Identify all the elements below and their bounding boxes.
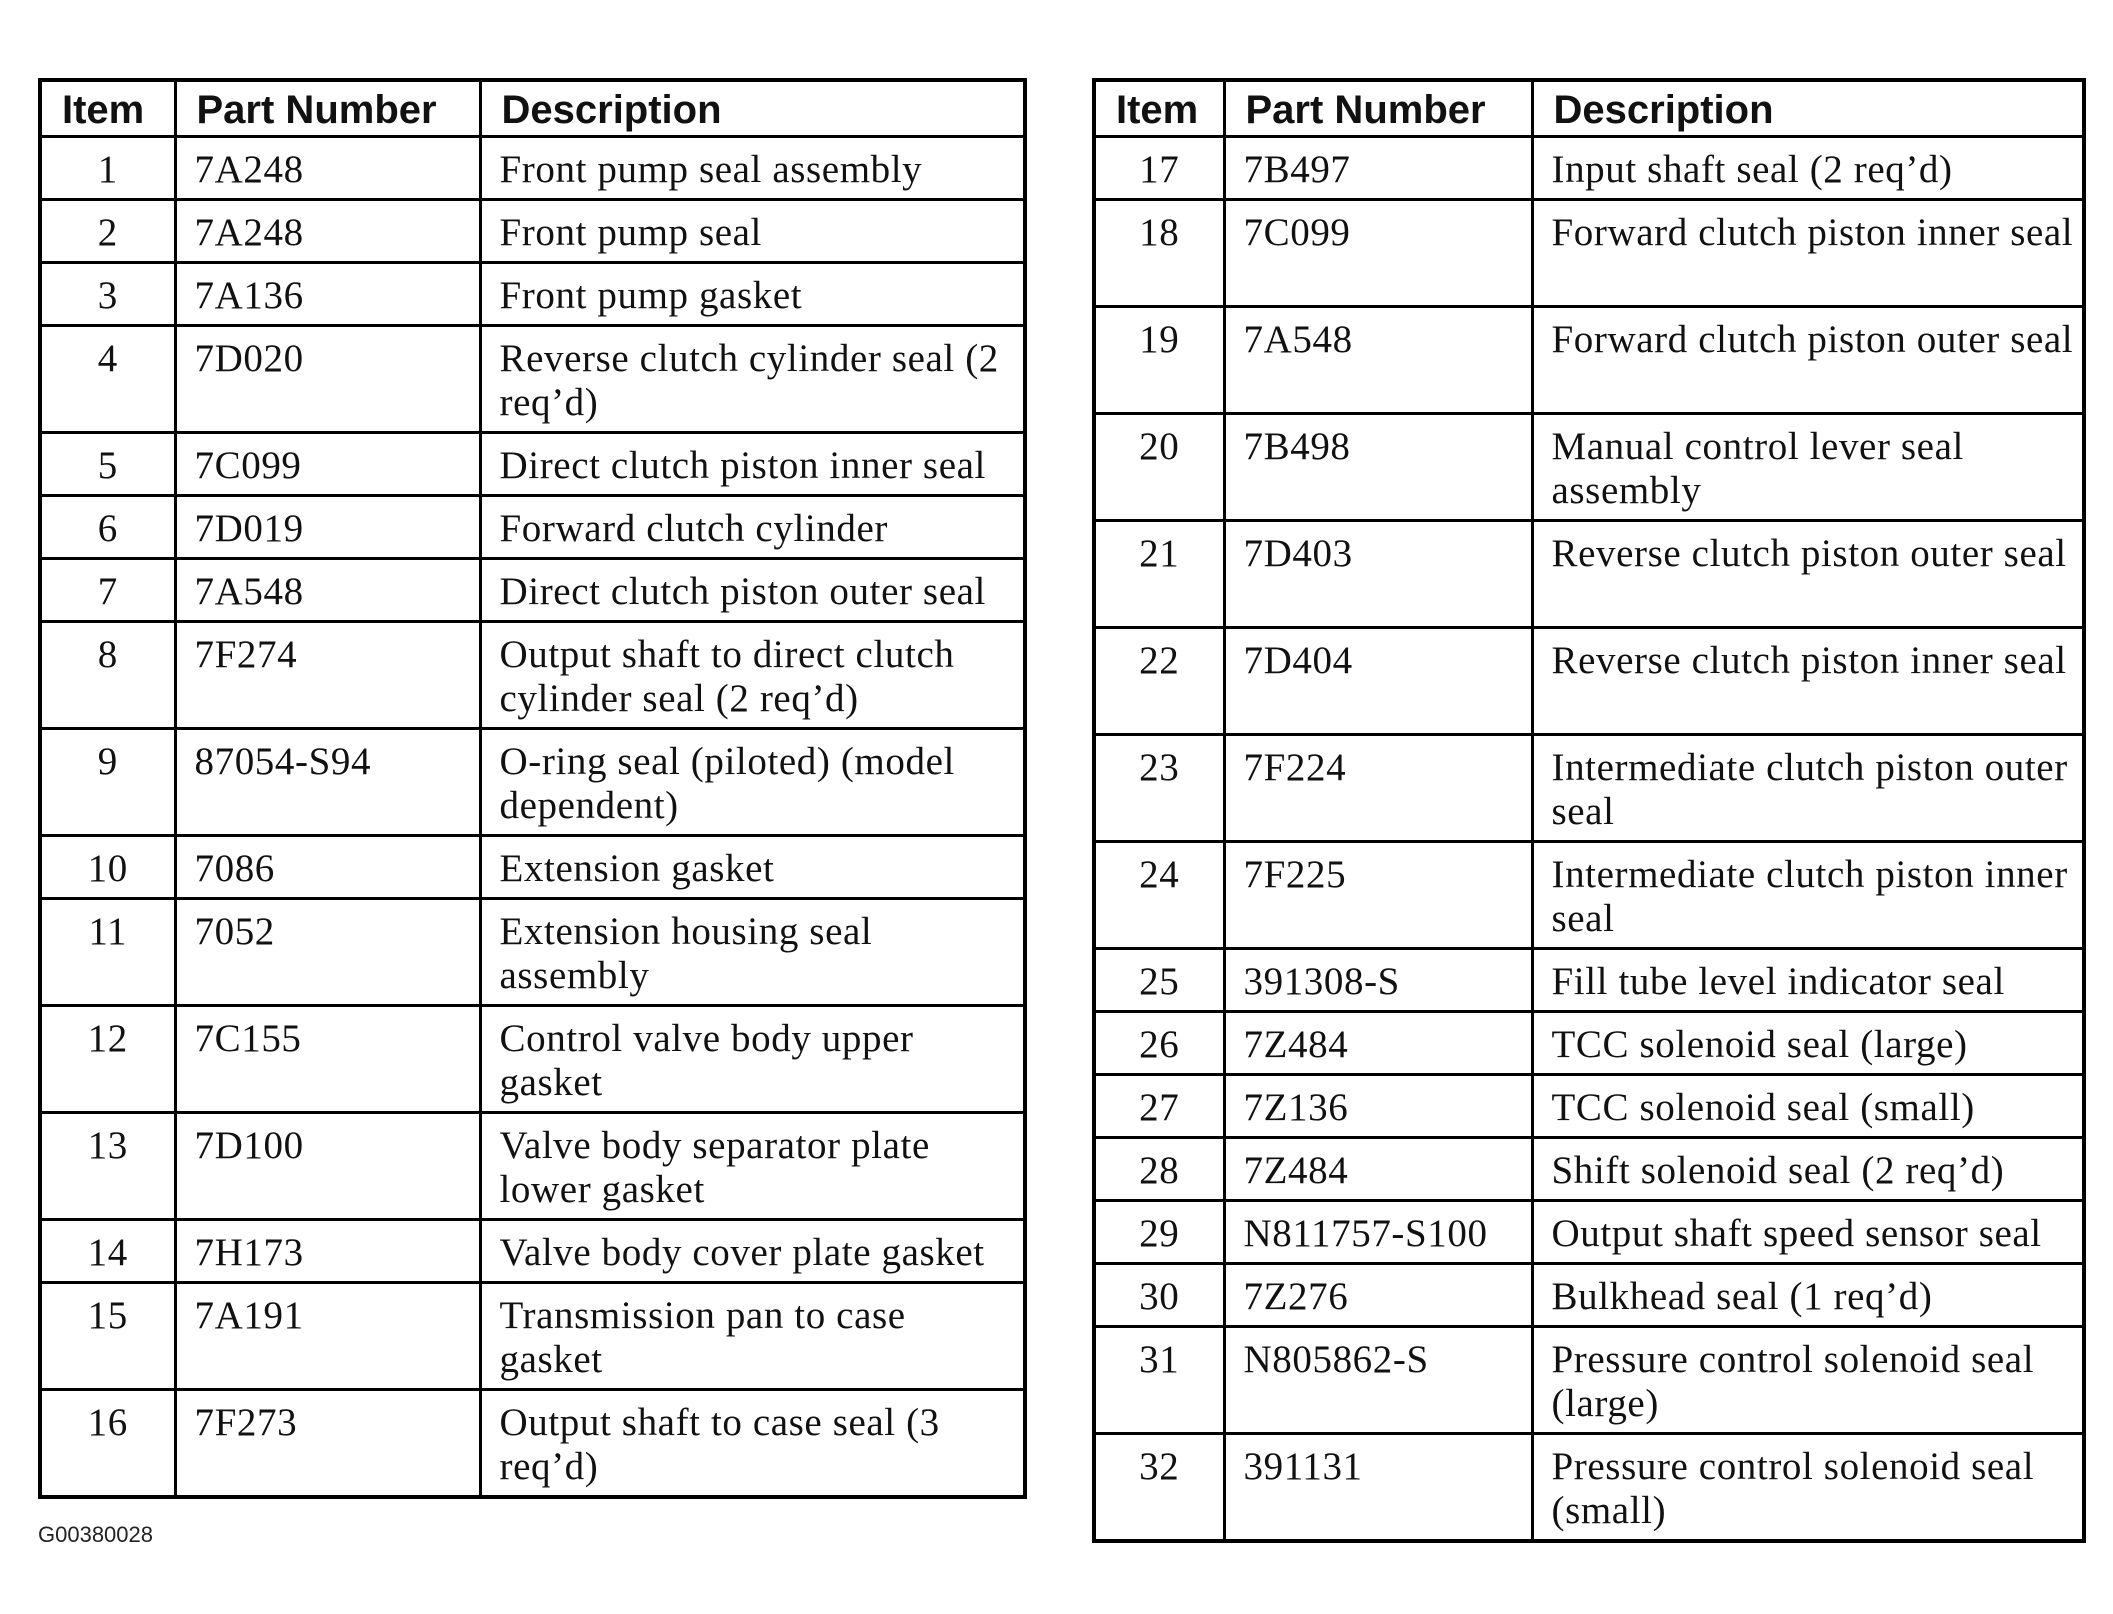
description-cell: Manual control lever seal assembly xyxy=(1532,414,2084,521)
table-row xyxy=(1094,307,2084,414)
part-number-cell: 7C099 xyxy=(1224,200,1532,307)
item-cell: 4 xyxy=(40,326,175,433)
table-row xyxy=(1094,1138,2084,1201)
item-cell: 18 xyxy=(1094,200,1224,307)
part-number-cell: 7D020 xyxy=(175,326,480,433)
item-cell: 17 xyxy=(1094,137,1224,200)
description-cell: Forward clutch piston inner seal xyxy=(1532,200,2084,307)
part-number-cell: 7Z484 xyxy=(1224,1138,1532,1201)
item-cell: 23 xyxy=(1094,735,1224,842)
item-cell: 30 xyxy=(1094,1264,1224,1327)
description-cell: Valve body cover plate gasket xyxy=(480,1220,1025,1283)
item-column-header: Item xyxy=(1094,80,1224,137)
description-cell: Output shaft to case seal (3 req’d) xyxy=(480,1390,1025,1498)
description-cell: Pressure control solenoid seal (large) xyxy=(1532,1327,2084,1434)
item-cell: 24 xyxy=(1094,842,1224,949)
description-cell: Fill tube level indicator seal xyxy=(1532,949,2084,1012)
table-row xyxy=(1094,1201,2084,1264)
part-number-cell: 7F225 xyxy=(1224,842,1532,949)
item-cell: 13 xyxy=(40,1113,175,1220)
part-number-cell: 7Z136 xyxy=(1224,1075,1532,1138)
part-number-cell: N811757-S100 xyxy=(1224,1201,1532,1264)
part-number-column-header: Part Number xyxy=(175,80,480,137)
item-cell: 25 xyxy=(1094,949,1224,1012)
part-number-cell: 7B497 xyxy=(1224,137,1532,200)
description-cell: Reverse clutch piston outer seal xyxy=(1532,521,2084,628)
part-number-cell: 7F224 xyxy=(1224,735,1532,842)
table-row xyxy=(40,326,1025,433)
description-cell: Transmission pan to case gasket xyxy=(480,1283,1025,1390)
table-row xyxy=(1094,200,2084,307)
table-row xyxy=(40,263,1025,326)
description-cell: Direct clutch piston inner seal xyxy=(480,433,1025,496)
item-cell: 19 xyxy=(1094,307,1224,414)
description-cell: Direct clutch piston outer seal xyxy=(480,559,1025,622)
description-cell: Front pump seal assembly xyxy=(480,137,1025,200)
table-row xyxy=(1094,1264,2084,1327)
part-number-cell: 7Z484 xyxy=(1224,1012,1532,1075)
description-cell: Reverse clutch piston inner seal xyxy=(1532,628,2084,735)
description-cell: Extension housing seal assembly xyxy=(480,899,1025,1006)
item-cell: 9 xyxy=(40,729,175,836)
item-cell: 31 xyxy=(1094,1327,1224,1434)
part-number-cell: 7052 xyxy=(175,899,480,1006)
description-column-header: Description xyxy=(480,80,1025,137)
description-cell: Pressure control solenoid seal (small) xyxy=(1532,1434,2084,1542)
description-cell: Control valve body upper gasket xyxy=(480,1006,1025,1113)
description-cell: Output shaft speed sensor seal xyxy=(1532,1201,2084,1264)
part-number-cell: 7086 xyxy=(175,836,480,899)
figure-id: G00380028 xyxy=(38,1522,153,1547)
table-row xyxy=(40,899,1025,1006)
part-number-cell: 7A248 xyxy=(175,137,480,200)
description-cell: Forward clutch cylinder xyxy=(480,496,1025,559)
part-number-cell: N805862-S xyxy=(1224,1327,1532,1434)
item-cell: 2 xyxy=(40,200,175,263)
part-number-cell: 7H173 xyxy=(175,1220,480,1283)
item-cell: 20 xyxy=(1094,414,1224,521)
item-cell: 26 xyxy=(1094,1012,1224,1075)
table-row xyxy=(1094,949,2084,1012)
description-cell: Bulkhead seal (1 req’d) xyxy=(1532,1264,2084,1327)
description-cell: Reverse clutch cylinder seal (2 req’d) xyxy=(480,326,1025,433)
item-cell: 14 xyxy=(40,1220,175,1283)
item-cell: 27 xyxy=(1094,1075,1224,1138)
table-row xyxy=(40,1390,1025,1498)
table-row xyxy=(40,729,1025,836)
item-cell: 28 xyxy=(1094,1138,1224,1201)
table-row xyxy=(40,622,1025,729)
item-cell: 6 xyxy=(40,496,175,559)
table-row xyxy=(40,1283,1025,1390)
item-cell: 32 xyxy=(1094,1434,1224,1542)
description-cell: Valve body separator plate lower gasket xyxy=(480,1113,1025,1220)
item-cell: 5 xyxy=(40,433,175,496)
table-row xyxy=(40,836,1025,899)
table-row xyxy=(1094,842,2084,949)
description-cell: Extension gasket xyxy=(480,836,1025,899)
description-cell: O-ring seal (piloted) (model dependent) xyxy=(480,729,1025,836)
table-row xyxy=(40,433,1025,496)
table-row xyxy=(1094,137,2084,200)
description-cell: Input shaft seal (2 req’d) xyxy=(1532,137,2084,200)
table-row xyxy=(1094,735,2084,842)
part-number-cell: 7D100 xyxy=(175,1113,480,1220)
part-number-cell: 7A548 xyxy=(175,559,480,622)
part-number-cell: 7D403 xyxy=(1224,521,1532,628)
item-cell: 21 xyxy=(1094,521,1224,628)
part-number-cell: 391131 xyxy=(1224,1434,1532,1542)
parts-table-right-body xyxy=(1094,137,2084,1542)
description-cell: TCC solenoid seal (large) xyxy=(1532,1012,2084,1075)
item-cell: 1 xyxy=(40,137,175,200)
table-row xyxy=(1094,1012,2084,1075)
part-number-cell: 7F273 xyxy=(175,1390,480,1498)
table-header-row xyxy=(40,80,1025,137)
table-row xyxy=(40,1220,1025,1283)
item-cell: 3 xyxy=(40,263,175,326)
item-cell: 29 xyxy=(1094,1201,1224,1264)
description-cell: Front pump seal xyxy=(480,200,1025,263)
parts-table-left-body xyxy=(40,137,1025,1498)
parts-table-left xyxy=(38,78,1027,1499)
description-cell: Shift solenoid seal (2 req’d) xyxy=(1532,1138,2084,1201)
table-row xyxy=(1094,1434,2084,1542)
part-number-cell: 7D019 xyxy=(175,496,480,559)
parts-table-right xyxy=(1092,78,2086,1543)
table-row xyxy=(1094,521,2084,628)
table-row xyxy=(40,137,1025,200)
table-row xyxy=(40,496,1025,559)
part-number-cell: 87054-S94 xyxy=(175,729,480,836)
part-number-cell: 7B498 xyxy=(1224,414,1532,521)
description-cell: Output shaft to direct clutch cylinder seal (2 req’d) xyxy=(480,622,1025,729)
part-number-column-header: Part Number xyxy=(1224,80,1532,137)
description-cell: Intermediate clutch piston outer seal xyxy=(1532,735,2084,842)
table-header-row xyxy=(1094,80,2084,137)
part-number-cell: 391308-S xyxy=(1224,949,1532,1012)
item-column-header: Item xyxy=(40,80,175,137)
description-cell: TCC solenoid seal (small) xyxy=(1532,1075,2084,1138)
part-number-cell: 7Z276 xyxy=(1224,1264,1532,1327)
part-number-cell: 7A136 xyxy=(175,263,480,326)
table-row xyxy=(1094,1327,2084,1434)
item-cell: 12 xyxy=(40,1006,175,1113)
table-row xyxy=(1094,1075,2084,1138)
table-row xyxy=(40,200,1025,263)
table-row xyxy=(1094,628,2084,735)
part-number-cell: 7A191 xyxy=(175,1283,480,1390)
table-row xyxy=(40,1006,1025,1113)
item-cell: 16 xyxy=(40,1390,175,1498)
part-number-cell: 7A548 xyxy=(1224,307,1532,414)
table-row xyxy=(40,1113,1025,1220)
part-number-cell: 7C155 xyxy=(175,1006,480,1113)
table-row xyxy=(40,559,1025,622)
item-cell: 11 xyxy=(40,899,175,1006)
table-row xyxy=(1094,414,2084,521)
part-number-cell: 7A248 xyxy=(175,200,480,263)
item-cell: 15 xyxy=(40,1283,175,1390)
item-cell: 8 xyxy=(40,622,175,729)
item-cell: 10 xyxy=(40,836,175,899)
description-cell: Intermediate clutch piston inner seal xyxy=(1532,842,2084,949)
item-cell: 7 xyxy=(40,559,175,622)
description-column-header: Description xyxy=(1532,80,2084,137)
part-number-cell: 7D404 xyxy=(1224,628,1532,735)
part-number-cell: 7C099 xyxy=(175,433,480,496)
description-cell: Front pump gasket xyxy=(480,263,1025,326)
item-cell: 22 xyxy=(1094,628,1224,735)
part-number-cell: 7F274 xyxy=(175,622,480,729)
description-cell: Forward clutch piston outer seal xyxy=(1532,307,2084,414)
